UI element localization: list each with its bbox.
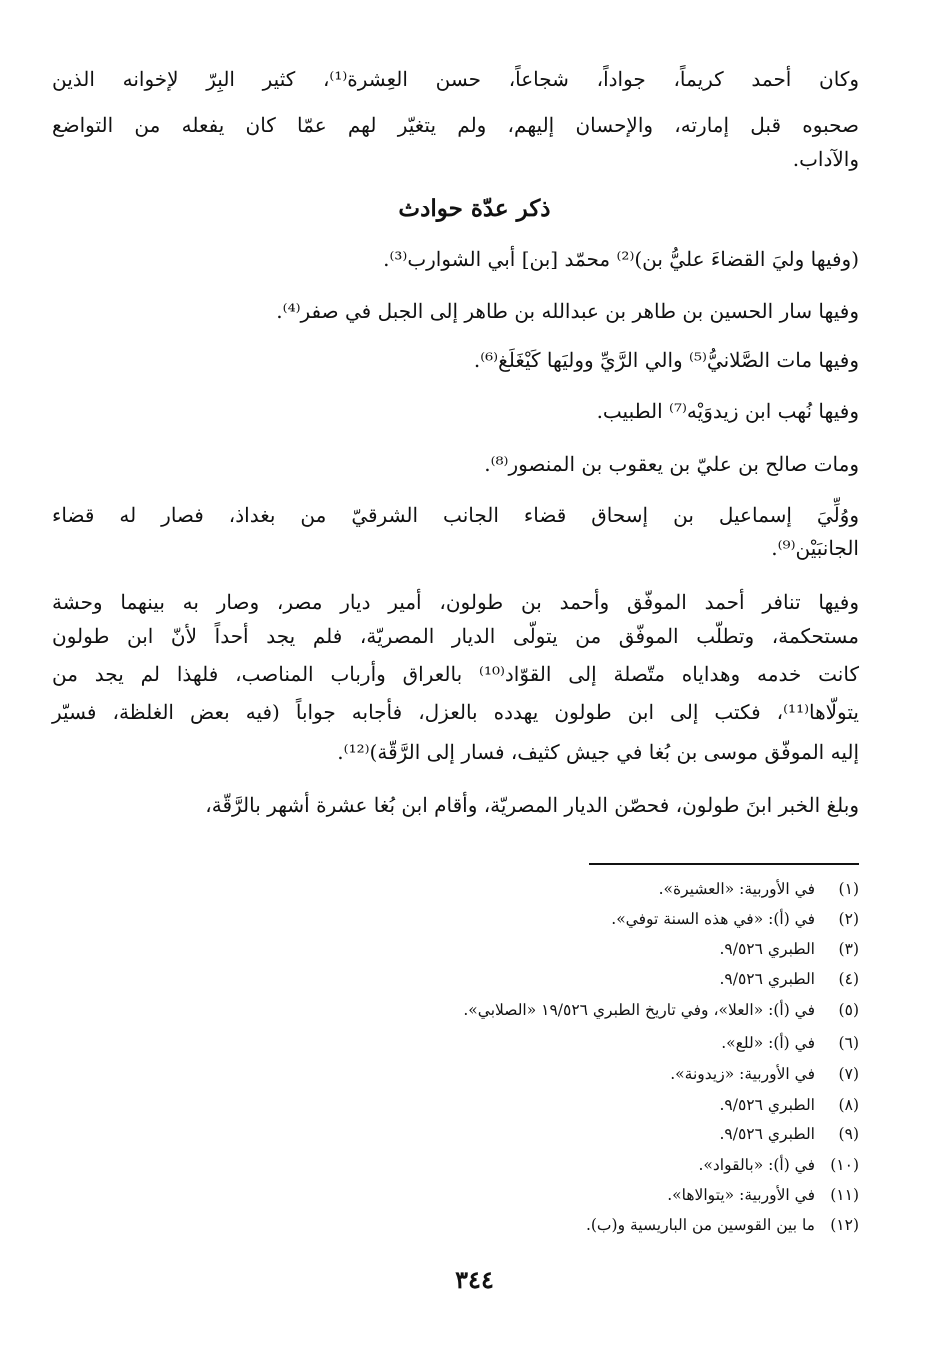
footnote-text: الطبري ٩/٥٢٦. — [719, 940, 815, 958]
footnote-number: (٣) — [838, 940, 859, 958]
footnote-3 — [52, 938, 859, 960]
footnote-9 — [52, 1123, 859, 1145]
footnote-text: ما بين القوسين من الباريسية و(ب). — [585, 1216, 815, 1234]
footnote-number: (١١) — [830, 1186, 859, 1204]
footnote-11 — [52, 1184, 859, 1206]
event-line-3: وفيها مات الصَّلانيُّ⁽⁵⁾ والي الرَّيِّ ووليَها كَيْغَلَغ⁽⁶⁾. — [473, 348, 859, 372]
footnote-text: في (أ): «العلا»، وفي تاريخ الطبري ١٩/٥٢٦ «الصلابي». — [463, 1001, 815, 1019]
footnote-8 — [52, 1094, 859, 1116]
footnote-number: (٩) — [838, 1125, 859, 1143]
footnote-number: (١) — [838, 880, 859, 898]
footnote-text: في (أ): «في هذه السنة توفي». — [611, 910, 815, 928]
event-line-2: وفيها سار الحسين بن طاهر بن عبدالله بن طاهر إلى الجبل في صفر⁽⁴⁾. — [276, 299, 859, 323]
paragraph-1-line-1: وكان أحمد كريماً، جواداً، شجاعاً، حسن العِشرة⁽¹⁾، كثير البِرّ لإخوانه الذين — [52, 67, 859, 91]
paragraph-2-line-2: الجانبَيْن⁽⁹⁾. — [771, 536, 859, 560]
footnote-number: (٢) — [838, 910, 859, 928]
footnote-12 — [52, 1214, 859, 1236]
footnote-number: (٥) — [838, 1001, 859, 1019]
footnote-text: الطبري ٩/٥٢٦. — [719, 970, 815, 988]
footnote-number: (٦) — [838, 1034, 859, 1052]
footnote-5 — [52, 999, 859, 1021]
paragraph-1-line-3: والآداب. — [792, 147, 859, 171]
footnote-text: في (أ): «بالقواد». — [698, 1156, 815, 1174]
paragraph-1-line-2: صحبوه قبل إمارته، والإحسان إليهم، ولم يتغيّر لهم عمّا كان يفعله من التواضع — [52, 113, 859, 137]
footnote-text: الطبري ٩/٥٢٦. — [719, 1096, 815, 1114]
footnote-2 — [52, 908, 859, 930]
footnote-7 — [52, 1063, 859, 1085]
event-line-1: (وفيها وليَ القضاءَ عليُّ بن)⁽²⁾ محمّد [بن] أبي الشوارب⁽³⁾. — [383, 247, 859, 271]
footnote-separator — [589, 863, 859, 865]
paragraph-3-line-3: كانت خدمه وهداياه متّصلة إلى القوّاد⁽¹⁰⁾ بالعراق وأرباب المناصب، فلهذا لم يجد من — [52, 662, 859, 686]
footnote-number: (١٢) — [830, 1216, 859, 1234]
paragraph-3-line-2: مستحكمة، وتطلّب الموفّق من يتولّى الديار المصريّة، فلم يجد أحداً لأنّ ابن طولون — [52, 624, 859, 648]
footnote-number: (١٠) — [830, 1156, 859, 1174]
paragraph-3-line-1: وفيها تنافر أحمد الموفّق وأحمد بن طولون، أمير ديار مصر، وصار به بينهما وحشة — [52, 590, 859, 614]
footnote-6 — [52, 1032, 859, 1054]
footnote-number: (٧) — [838, 1065, 859, 1083]
footnote-number: (٨) — [838, 1096, 859, 1114]
footnote-text: في الأوربية: «زيدونة». — [670, 1065, 815, 1083]
page-number: ٣٤٤ — [455, 1265, 494, 1294]
paragraph-4-line-1: وبلغ الخبر ابنَ طولون، فحصّن الديار المصريّة، وأقام ابن بُغا عشرة أشهر بالرَّقّة، — [205, 793, 859, 817]
event-line-5: ومات صالح بن عليّ بن يعقوب بن المنصور⁽⁸⁾. — [484, 452, 859, 476]
footnote-text: الطبري ٩/٥٢٦. — [719, 1125, 815, 1143]
footnote-text: في الأوربية: «العشيرة». — [658, 880, 815, 898]
paragraph-3-line-5: إليه الموفّق موسى بن بُغا في جيش كثيف، فسار إلى الرَّقّة)⁽¹²⁾. — [337, 740, 859, 764]
footnote-4 — [52, 968, 859, 990]
footnote-number: (٤) — [838, 970, 859, 988]
section-heading: ذكر عدّة حوادث — [398, 195, 551, 222]
footnote-text: في الأوربية: «يتوالاها». — [667, 1186, 815, 1204]
paragraph-2-line-1: ووُلِّيَ إسماعيل بن إسحاق قضاء الجانب الشرقيّ من بغداذ، فصار له قضاء — [52, 503, 860, 527]
footnote-10 — [52, 1154, 859, 1176]
footnote-1 — [52, 878, 859, 900]
event-line-4: وفيها نُهب ابن زيدوَيْه⁽⁷⁾ الطبيب. — [596, 399, 859, 423]
paragraph-3-line-4: يتولّاها⁽¹¹⁾، فكتب إلى ابن طولون يهدده بالعزل، فأجابه جواباً (فيه بعض الغلظة، فسيّر — [52, 700, 859, 724]
footnote-text: في (أ): «للع». — [721, 1034, 815, 1052]
